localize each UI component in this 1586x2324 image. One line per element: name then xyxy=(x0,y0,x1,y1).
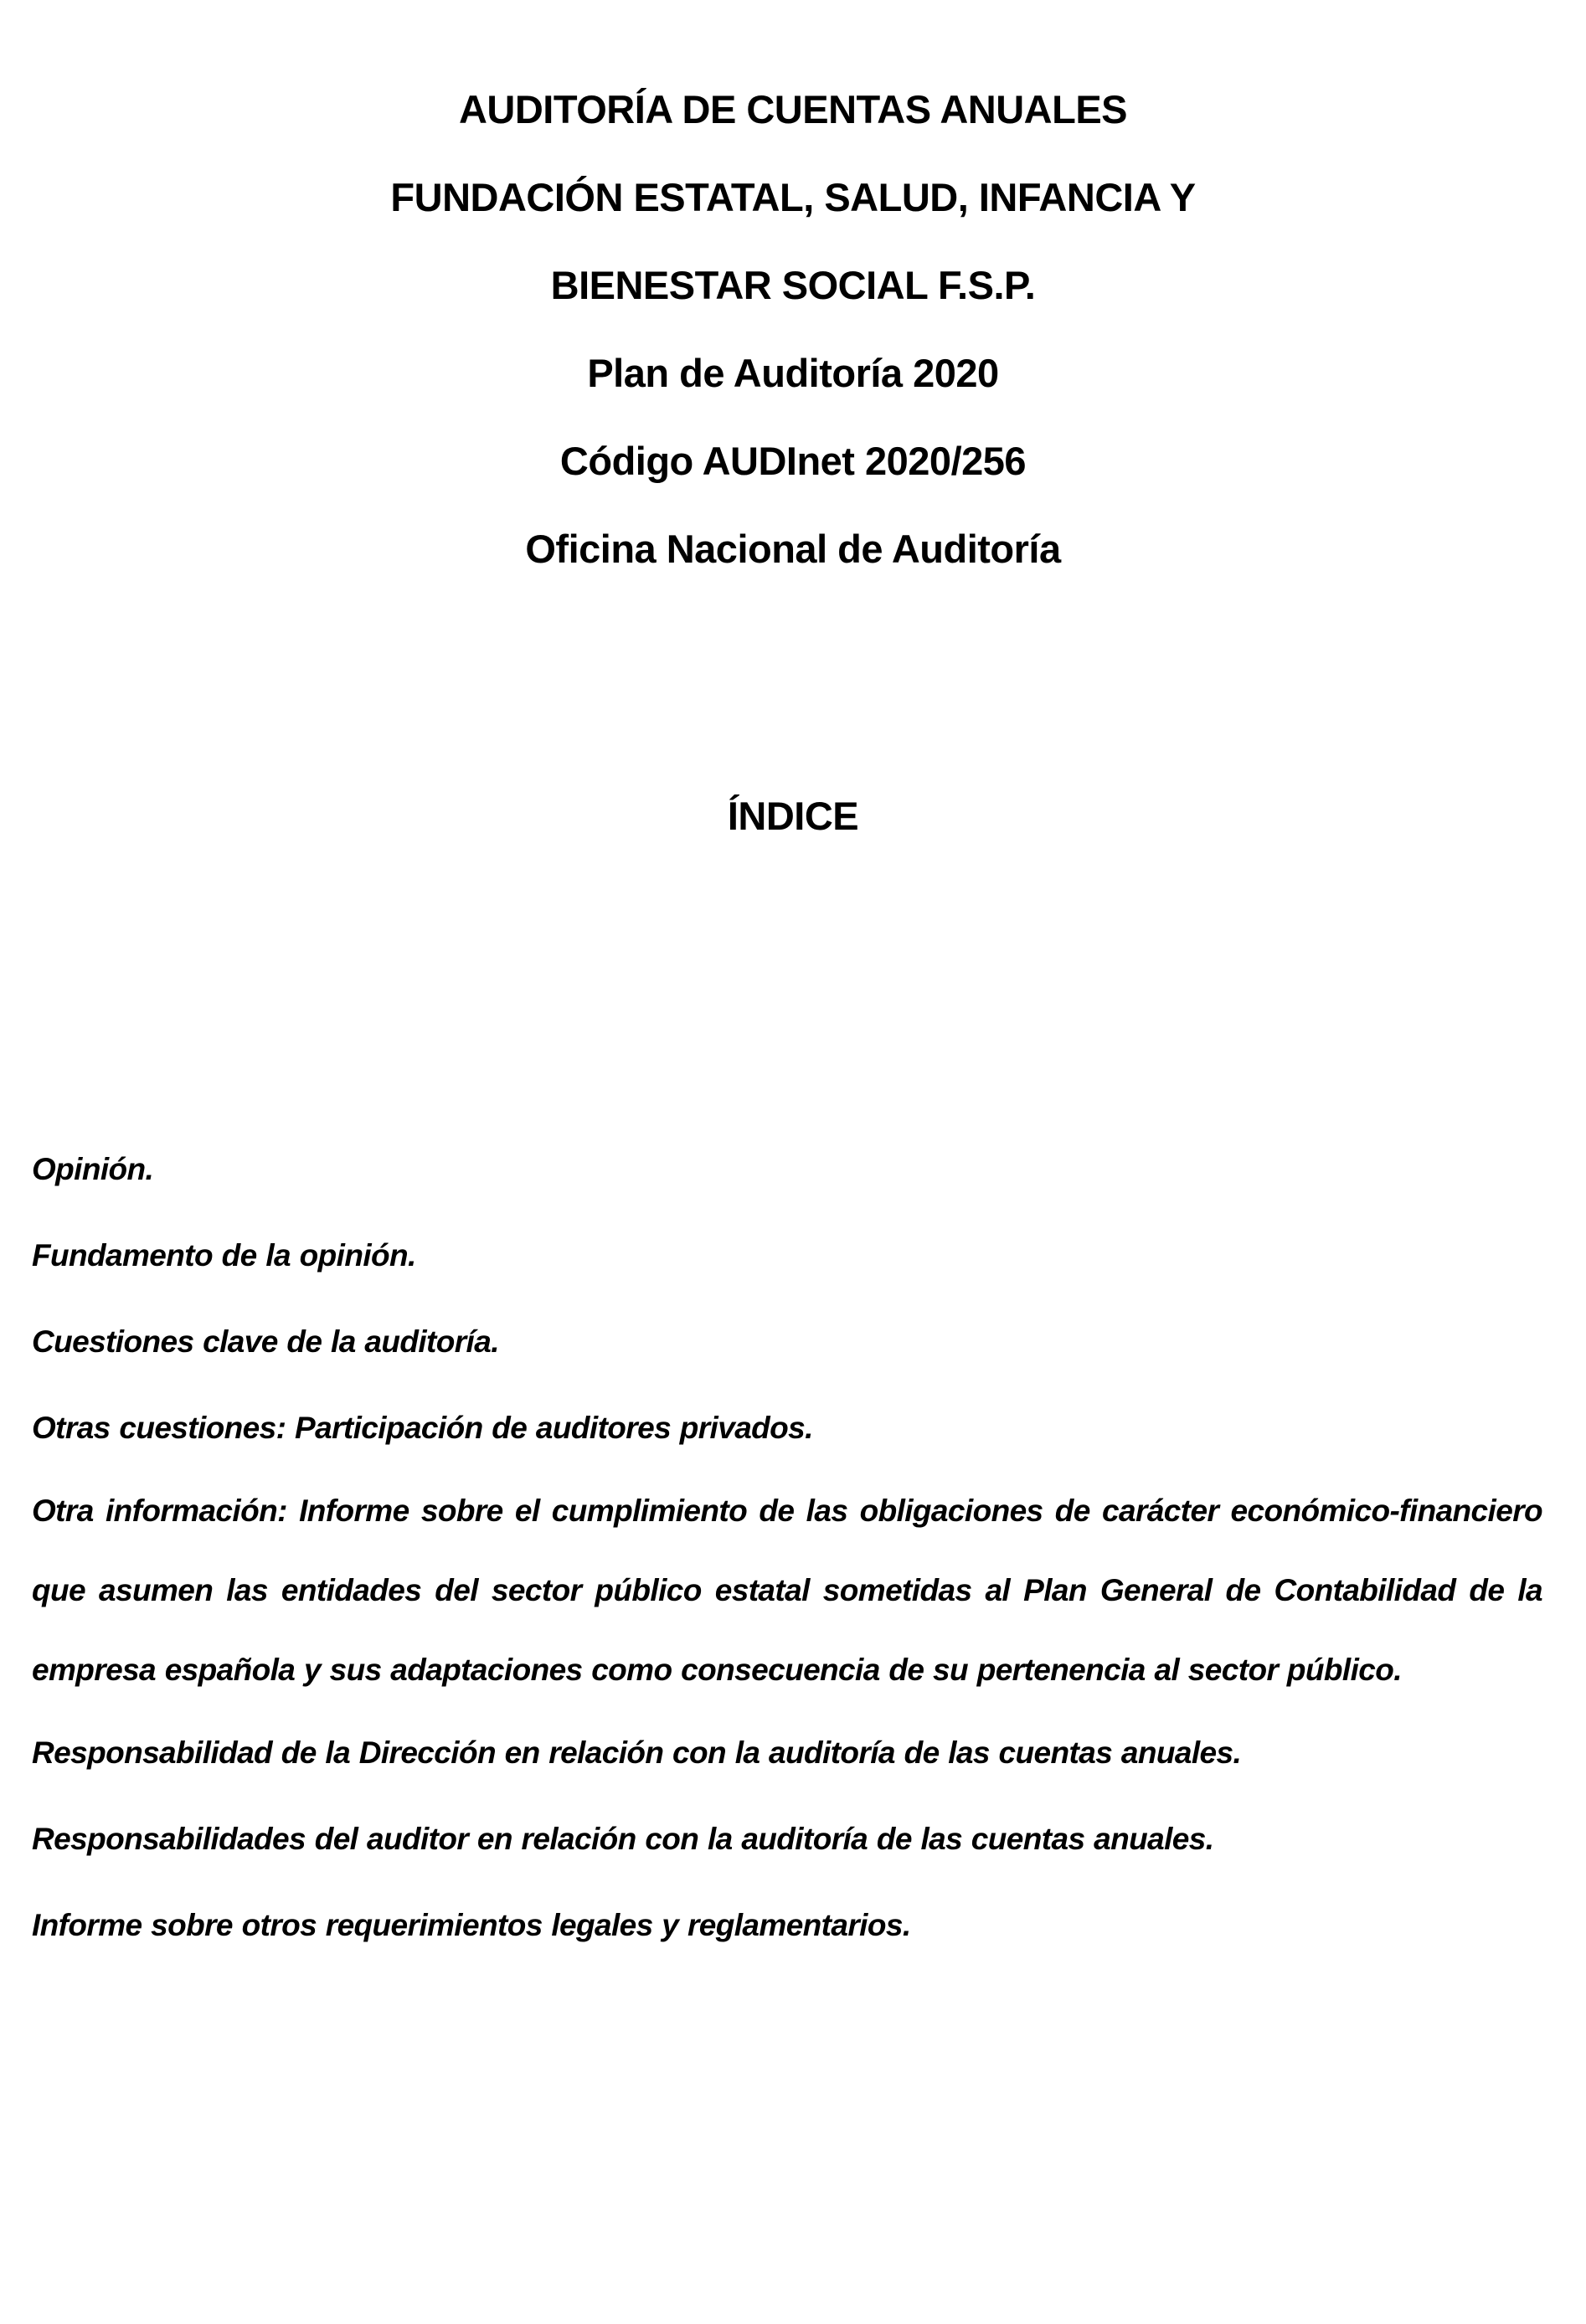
index-item-other-information: Otra información: Informe sobre el cumplimiento de las obligaciones de carácter económico-financiero que asumen las entidades del sector público estatal sometidas al Plan General de Contabilidad de la empresa española y sus adaptaciones como consecuencia de su pertenencia al sector público. xyxy=(32,1494,1542,1687)
index-item-other-matters: Otras cuestiones: Participación de auditores privados. xyxy=(32,1411,813,1445)
index-item-management-responsibility: Responsabilidad de la Dirección en relación con la auditoría de las cuentas anuales. xyxy=(32,1735,1242,1770)
title-office: Oficina Nacional de Auditoría xyxy=(525,527,1061,571)
title-audit-plan: Plan de Auditoría 2020 xyxy=(587,351,999,395)
index-heading: ÍNDICE xyxy=(727,794,859,838)
index-list xyxy=(32,1126,1542,1968)
index-item-auditor-responsibility: Responsabilidades del auditor en relación con la auditoría de las cuentas anuales. xyxy=(32,1822,1214,1856)
title-audit-type: AUDITORÍA DE CUENTAS ANUALES xyxy=(458,87,1128,131)
document-title-block xyxy=(0,65,1586,593)
index-item-other-legal-requirements: Informe sobre otros requerimientos legales y reglamentarios. xyxy=(32,1908,911,1942)
title-entity-name-line1: FUNDACIÓN ESTATAL, SALUD, INFANCIA Y xyxy=(390,175,1196,219)
index-item-key-audit-matters: Cuestiones clave de la auditoría. xyxy=(32,1324,499,1359)
index-item-basis-for-opinion: Fundamento de la opinión. xyxy=(32,1238,416,1273)
title-audinet-code: Código AUDInet 2020/256 xyxy=(559,439,1027,483)
title-entity-name-line2: BIENESTAR SOCIAL F.S.P. xyxy=(550,263,1036,307)
index-item-opinion: Opinión. xyxy=(32,1152,154,1186)
